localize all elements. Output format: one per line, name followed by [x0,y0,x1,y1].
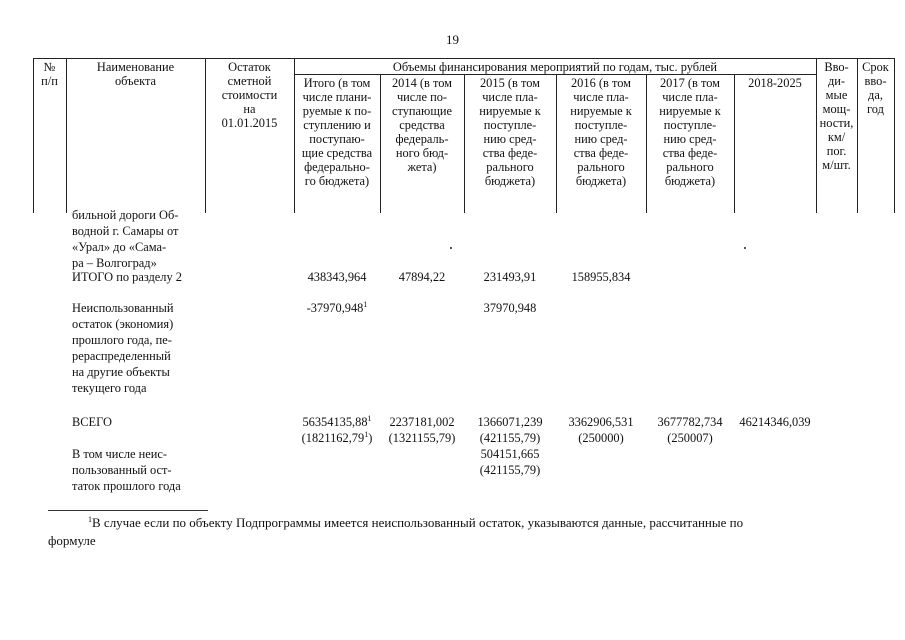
header-total: Итого (в том числе плани- руемые к по- ступлению и поступаю- щие средства федерально- го бюджета) [301,76,373,188]
header-deadline: Срок вво- да, год [862,60,889,116]
footnote-ref: 1 [364,430,369,439]
including-unused-2015: 504151,665 (421155,79) [479,447,541,477]
grand-total-2018-2025: 46214346,039 [739,415,811,429]
unused-remainder-total: -37970,948$^1$ [306,300,368,315]
header-2017: 2017 (в том числе пла- нируемые к поступле- нию сред- ства феде- рального бюджета) [659,76,721,188]
grand-total-2016: 3362906,531 (250000) [568,415,634,445]
grand-total-label: ВСЕГО [72,415,112,429]
table-right-border [894,58,895,213]
header-2014: 2014 (в том числе по- ступающие средства федераль- ного бюд- жета) [391,76,452,174]
header-name: Наименование объекта [96,60,175,88]
footnote: $^1$В случае если по объекту Подпрограммы имеется неиспользованный остаток, указываются данные, рассчитанные по формуле [48,515,744,548]
footnote-mark: 1 [88,515,92,524]
header-remainder: Остаток сметной стоимости на 01.01.2015 [221,60,278,130]
grand-total-2014: 2237181,002 (1321155,79) [388,415,456,445]
unused-remainder-2015: 37970,948 [483,301,537,315]
section-total-label: ИТОГО по разделу 2 [72,270,182,284]
header-2016: 2016 (в том числе пла- нируемые к поступле- нию сред- ства феде- рального бюджета) [570,76,632,188]
header-2015: 2015 (в том числе пла- нируемые к поступле- нию сред- ства феде- рального бюджета) [479,76,541,188]
including-unused-label: В том числе неис- пользованный ост- таток прошлого года [72,447,181,493]
col-divider [734,74,735,213]
scan-speck [744,247,746,249]
header-funding-group: Объемы финансирования мероприятий по годам, тыс. рублей [392,60,718,74]
section-total-2015: 231493,91 [483,270,537,284]
object-name-continuation: бильной дороги Об- водной г. Самары от «Урал» до «Сама- ра – Волгоград» [72,208,179,270]
funding-group-divider [294,74,816,75]
page-number: 19 [446,32,459,47]
header-num: № п/п [41,60,58,88]
footnote-separator [48,510,208,511]
section-total-2016: 158955,834 [571,270,631,284]
section-total-sum: 438343,964 [307,270,367,284]
header-capacity: Вво- ди- мые мощ- ности, км/ пог. м/шт. [819,60,854,172]
table-top-border [33,58,894,59]
grand-total-2017: 3677782,734 (250007) [657,415,723,445]
header-2018-2025: 2018-2025 [748,76,802,90]
scan-speck [450,247,452,249]
grand-total-sum: 56354135,88$^1$ (1821162,79$^1$) [301,414,373,445]
unused-remainder-label: Неиспользованный остаток (экономия) прошлого года, пе- рераспределенный на другие объекты текущего года [72,301,174,395]
footnote-ref: 1 [363,300,368,309]
section-total-2014: 47894,22 [398,270,446,284]
footnote-ref: 1 [367,414,372,423]
grand-total-2015: 1366071,239 (421155,79) [477,415,543,445]
